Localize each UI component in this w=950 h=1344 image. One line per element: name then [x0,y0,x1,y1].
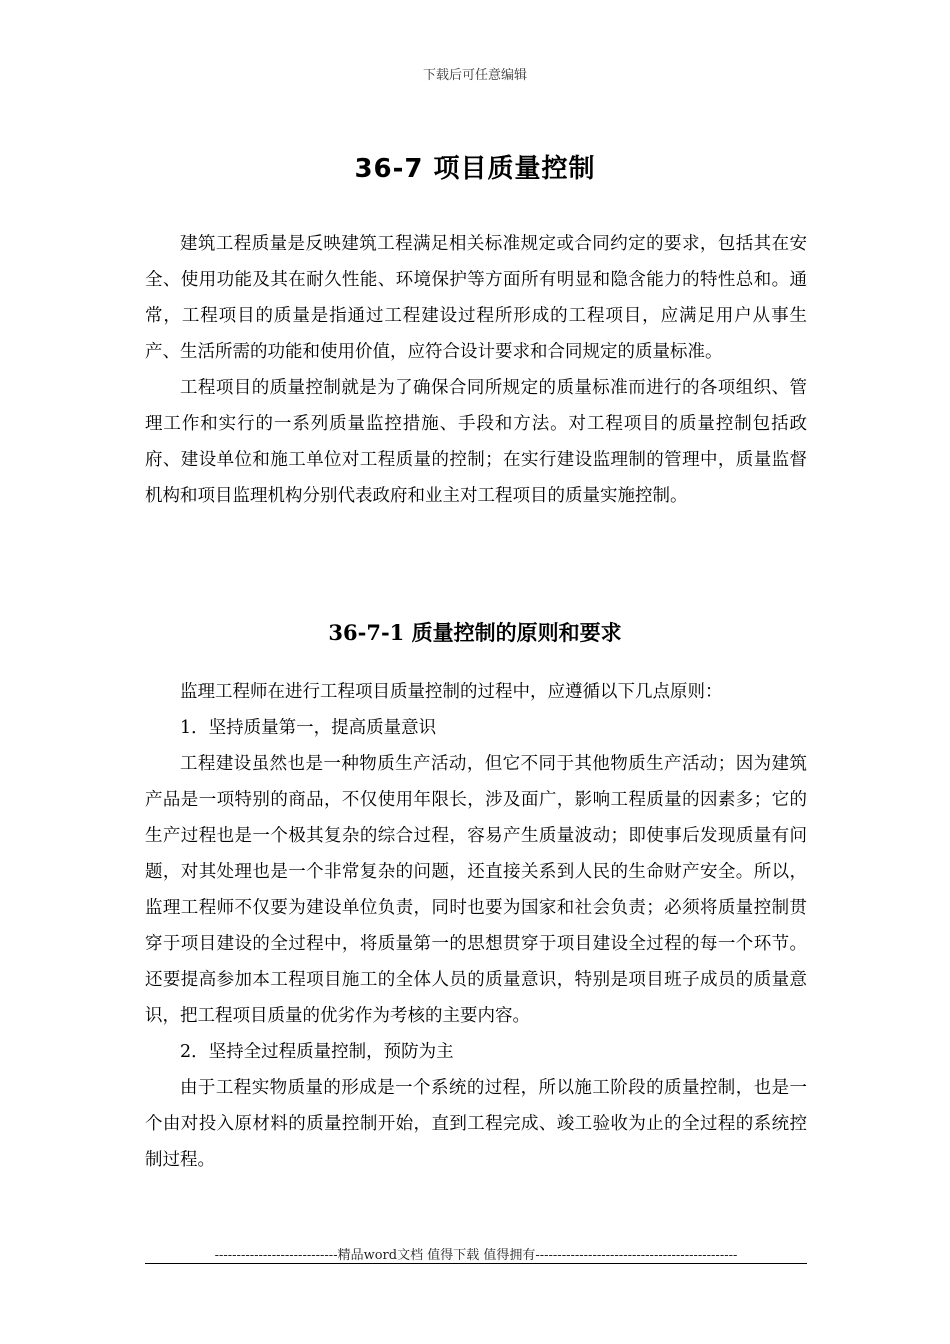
list-heading: 2．坚持全过程质量控制，预防为主 [180,1042,454,1062]
principles-section [145,674,807,1178]
paragraph: 工程建设虽然也是一种物质生产活动，但它不同于其他物质生产活动；因为建筑产品是一项特别的商品，不仅使用年限长，涉及面广，影响工程质量的因素多；它的生产过程也是一个极其复杂的综合过程，容易产生质量波动；即使事后发现质量有问题，对其处理也是一个非常复杂的问题，还直接关系到人民的生命财产安全。所以，监理工程师不仅要为建设单位负责，同时也要为国家和社会负责；必须将质量控制贯穿于项目建设的全过程中，将质量第一的思想贯穿于项目建设全过程的每一个环节。还要提高参加本工程项目施工的全体人员的质量意识，特别是项目班子成员的质量意识，把工程项目质量的优劣作为考核的主要内容。 [145,754,807,1026]
paragraph: 监理工程师在进行工程项目质量控制的过程中，应遵循以下几点原则： [180,682,723,702]
footer-note: ----------------------------精品word文档 值得下载 值得拥有---------------------------------------------- [214,1248,738,1263]
header-note: 下载后可任意编辑 [422,68,527,83]
list-heading: 1．坚持质量第一，提高质量意识 [180,718,437,738]
page-title: 36-7 项目质量控制 [354,154,596,184]
intro-section [145,226,807,514]
paragraph: 由于工程实物质量的形成是一个系统的过程，所以施工阶段的质量控制，也是一个由对投入原材料的质量控制开始，直到工程完成、竣工验收为止的全过程的系统控制过程。 [145,1078,807,1170]
section-heading: 36-7-1 质量控制的原则和要求 [328,620,622,645]
paragraph: 工程项目的质量控制就是为了确保合同所规定的质量标准而进行的各项组织、管理工作和实行的一系列质量监控措施、手段和方法。对工程项目的质量控制包括政府、建设单位和施工单位对工程质量的控制；在实行建设监理制的管理中，质量监督机构和项目监理机构分别代表政府和业主对工程项目的质量实施控制。 [145,378,807,506]
paragraph: 建筑工程质量是反映建筑工程满足相关标准规定或合同约定的要求，包括其在安全、使用功能及其在耐久性能、环境保护等方面所有明显和隐含能力的特性总和。通常，工程项目的质量是指通过工程建设过程所形成的工程项目，应满足用户从事生产、生活所需的功能和使用价值，应符合设计要求和合同规定的质量标准。 [145,234,807,362]
footer-divider [145,1263,807,1264]
